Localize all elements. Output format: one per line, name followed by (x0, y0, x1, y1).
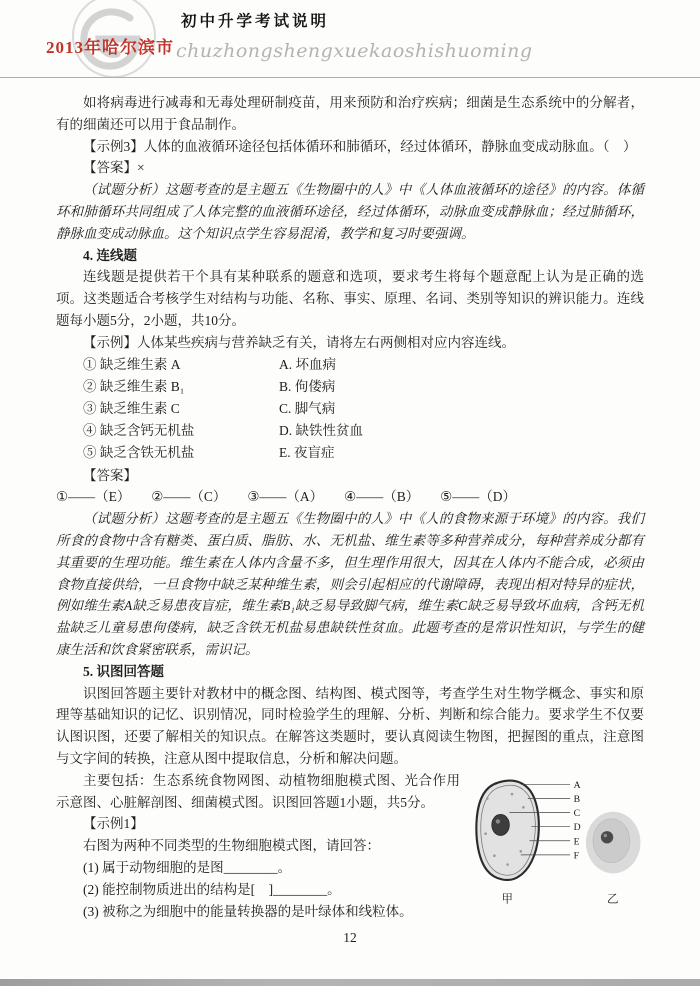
figure-label-e: E (573, 836, 580, 848)
section5-description-1: 识图回答题主要针对教材中的概念图、结构图、模式图等，考查学生对生物学概念、事实和原理等基础知识的记忆、识别情况，同时检验学生的理解、分析、判断和综合能力。要求学生不仅要认图识图，还要了解相关的知识点。在解答这类题时，要认真阅读生物图，把握图的重点，注意图与文字间的转换，注意从图中提取信息，分析和解决问题。 (56, 685, 644, 766)
question-2: (2) 能控制物质进出的结构是[ ]________。 (83, 881, 341, 897)
matching-left-5: ⑤ 缺乏含铁无机盐 (83, 445, 195, 461)
figure-label-b: B (573, 793, 581, 805)
question-1: (1) 属于动物细胞的是图________。 (83, 859, 292, 875)
section4-example: 【示例】人体某些疾病与营养缺乏有关，请将左右两侧相对应内容连线。 (83, 334, 515, 350)
matching-right-5: E. 夜盲症 (279, 445, 335, 461)
question-3: (3) 被称之为细胞中的能量转换器的是叶绿体和线粒体。 (83, 903, 413, 919)
example3-statement: 【示例3】人体的血液循环途径包括体循环和肺循环，经过体循环，静脉血变成动脉血。（ ） (83, 138, 637, 154)
paragraph-virus-bacteria: 如将病毒进行减毒和无毒处理研制疫苗，用来预防和治疗疾病；细菌是生态系统中的分解者，有的细菌还可以用于食品制作。 (56, 95, 644, 132)
matching-left-3: ③ 缺乏维生素 C (83, 400, 180, 416)
answer4-label: 【答案】 (83, 467, 137, 483)
section5-figure-block (56, 770, 644, 923)
edition-label: 2013年哈尔滨市 (46, 38, 174, 57)
example3-answer: 【答案】× (83, 160, 145, 176)
title-pinyin: chuzhongshengxuekaoshishuoming (176, 40, 533, 62)
matching-right-3: C. 脚气病 (279, 400, 336, 416)
example1-label: 【示例1】 (83, 816, 144, 832)
answer-pair-3: ③——（A） (247, 489, 324, 505)
figure-label-a: A (573, 779, 581, 791)
nucleus (492, 814, 510, 835)
plant-cell (476, 780, 538, 879)
cell-diagram-figure (468, 772, 644, 906)
answer-pair-1: ①——（E） (56, 489, 131, 505)
figure-caption-left: 甲 (501, 893, 513, 906)
matching-left-1: ① 缺乏维生素 A (83, 356, 181, 372)
matching-right-1: A. 坏血病 (279, 356, 336, 372)
matching-right-2: B. 佝偻病 (279, 378, 336, 394)
section4-heading: 4. 连线题 (83, 247, 137, 263)
figure-caption-right: 乙 (607, 893, 619, 906)
matching-left-2: ② 缺乏维生素 B₁ (83, 378, 185, 394)
section4-description: 连线题是提供若干个具有某种联系的题意和选项，要求考生将每个题意配上认为是正确的选项。这类题适合考核学生对结构与功能、名称、事实、原理、名词、类别等知识的辨识能力。连线题每小题5分，2小题，共10分。 (56, 269, 644, 328)
figure-label-c: C (573, 807, 581, 819)
answer-pair-4: ④——（B） (344, 489, 420, 505)
page-header (0, 0, 700, 78)
scan-edge-strip (0, 979, 700, 986)
example3-analysis: （试题分析）这题考查的是主题五《生物圈中的人》中《人体血液循环的途径》的内容。体循环和肺循环共同组成了人体完整的血液循环途径，经过体循环，动脉血变成静脉血；经过肺循环，静脉血变成动脉血。这个知识点学生容易混淆，教学和复习时要强调。 (56, 182, 644, 241)
matching-left-4: ④ 缺乏含钙无机盐 (83, 423, 195, 439)
figure-label-d: D (573, 821, 581, 833)
matching-list (83, 354, 644, 465)
matching-answers (56, 486, 516, 508)
section4-analysis: （试题分析）这题考查的是主题五《生物圈中的人》中《人的食物来源于环境》的内容。我们所食的食物中含有糖类、蛋白质、脂肪、水、无机盐、维生素等多种营养成分，每种营养成分都有其重要的生理功能。维生素在人体内含量不多，但生理作用很大，因其在人体内不能合成，必须由食物直接供给，一旦食物中缺乏某种维生素，则会引起相应的代谢障碍，表现出相对特异的症状，例如维生素A缺乏易患夜盲症，维生素B₁缺乏易导致脚气病，维生素C缺乏易导致坏血病，含钙无机盐缺乏儿童易患佝偻病，缺乏含铁无机盐易患缺铁性贫血。此题考查的是常识性知识，与学生的健康生活和饮食紧密联系，需识记。 (56, 511, 644, 657)
section5-description-2: 主要包括：生态系统食物网图、动植物细胞模式图、光合作用示意图、心脏解剖图、细菌模式图。识图回答题1小题，共5分。 (56, 772, 460, 810)
answer-pair-2: ②——（C） (151, 489, 227, 505)
page-number: 12 (343, 930, 357, 945)
answer-pair-5: ⑤——（D） (440, 489, 516, 505)
document-title: 初中升学考试说明 (181, 13, 330, 30)
figure-label-f: F (573, 850, 579, 862)
cell-diagram (468, 772, 644, 906)
matching-right-4: D. 缺铁性贫血 (279, 423, 363, 439)
section5-heading: 5. 识图回答题 (83, 663, 164, 679)
question-intro: 右图为两种不同类型的生物细胞模式图，请回答： (83, 838, 380, 854)
animal-cell (586, 811, 641, 873)
page-content (0, 78, 700, 922)
